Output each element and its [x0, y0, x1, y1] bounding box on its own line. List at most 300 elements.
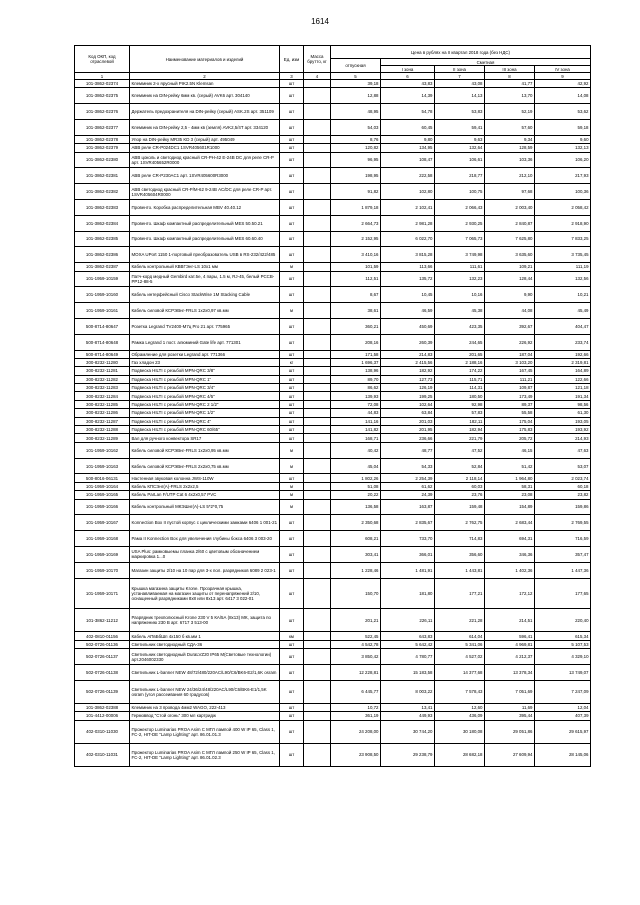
row-price-zone-2: 114,31: [435, 384, 485, 392]
table-row: [75, 442, 591, 458]
table-row: [75, 104, 591, 120]
row-name: АВВ светодиод красный CR-P/M-62 9-24В AC/DC для реле CR-P арт. 1SVR405604R0000: [130, 184, 280, 200]
row-unit: шт: [280, 367, 304, 375]
row-price-zone-4: 2 023,74: [535, 474, 591, 482]
row-price-zone-2: 7 578,43: [435, 680, 485, 703]
row-unit: шт: [280, 350, 304, 358]
row-price-zone-4: 407,39: [535, 712, 591, 720]
row-name: Обрамление для розетки Legrand арт. 771366: [130, 350, 280, 358]
row-code: 300-8232-11283: [75, 384, 130, 392]
header-zone-1: I зона: [381, 66, 435, 73]
row-code: 300-8232-11288: [75, 426, 130, 434]
row-code: 101-3862-02379: [75, 144, 130, 152]
table-row: [75, 152, 591, 168]
table-row: [75, 215, 591, 231]
row-mass: [304, 231, 331, 247]
row-unit: шт: [280, 80, 304, 88]
row-price-zone-3: 128,59: [485, 144, 535, 152]
row-price-zone-2: 106,61: [435, 152, 485, 168]
table-row: [75, 287, 591, 303]
header-mass: Масса брутто, кг: [304, 46, 331, 73]
row-price-zone-2: 14 377,68: [435, 664, 485, 680]
row-name: USA Plus: рамковыемы планка 2/60 с цветовым обозначением маркировка 1...0: [130, 546, 280, 562]
row-unit: шт: [280, 199, 304, 215]
row-price-zone-3: 46,15: [485, 442, 535, 458]
row-unit: шт: [280, 135, 304, 143]
row-mass: [304, 199, 331, 215]
row-price-zone-4: 357,47: [535, 546, 591, 562]
row-name: Клеммник на 3 провода 4мм2 WAGO, 222-413: [130, 703, 280, 711]
row-price-zone-2: 14,13: [435, 88, 485, 104]
table-row: [75, 199, 591, 215]
row-code: 101-1959-10168: [75, 531, 130, 547]
row-name: Прожектор Luminarias PROA Asim C МГЛ лампой 250 W IP 65, Class 1, FC-2, HIT-DE "Lamp Lighting" арт. 86.01.02.3: [130, 743, 280, 766]
row-price-zone-1: 222,58: [381, 168, 435, 184]
header-release: отпускная: [331, 59, 381, 73]
row-mass: [304, 640, 331, 648]
row-price-release: 198,95: [331, 168, 381, 184]
row-price-zone-3: 4 969,81: [485, 640, 535, 648]
table-row: [75, 375, 591, 383]
row-price-zone-2: 201,65: [435, 350, 485, 358]
row-price-zone-3: 51,42: [485, 458, 535, 474]
row-price-zone-1: 126,19: [381, 384, 435, 392]
row-price-zone-2: 221,79: [435, 434, 485, 442]
row-price-zone-2: 182,11: [435, 417, 485, 425]
row-price-release: 1 879,18: [331, 199, 381, 215]
table-body: [75, 80, 591, 767]
row-price-zone-3: 55,58: [485, 409, 535, 417]
row-code: 101-3862-02388: [75, 703, 130, 711]
row-code: 101-3862-02377: [75, 119, 130, 135]
row-price-zone-2: 2 762,75: [435, 515, 485, 531]
table-row: [75, 271, 591, 287]
row-name: Кабель АПвБбШп 4х150 б кв.мм 1: [130, 632, 280, 640]
table-row: [75, 546, 591, 562]
row-price-release: 38,61: [331, 303, 381, 319]
row-unit: шт: [280, 231, 304, 247]
row-unit: шт: [280, 743, 304, 766]
row-price-zone-1: 43,83: [381, 80, 435, 88]
row-code: 101-1959-10162: [75, 442, 130, 458]
row-mass: [304, 350, 331, 358]
row-price-zone-1: 643,83: [381, 632, 435, 640]
row-price-zone-2: 2 188,16: [435, 358, 485, 366]
row-mass: [304, 104, 331, 120]
row-price-zone-1: 2 102,41: [381, 199, 435, 215]
row-price-release: 136,58: [331, 499, 381, 515]
column-numbers-row: [75, 73, 591, 80]
row-name: Светильник L-banner NEW 48/72/480/220AC/L90/C6/BK6-E2/1,6K osram: [130, 664, 280, 680]
row-price-zone-2: 132,64: [435, 144, 485, 152]
row-price-zone-4: 193,05: [535, 417, 591, 425]
row-price-release: 54,03: [331, 119, 381, 135]
table-row: [75, 231, 591, 247]
row-price-release: 3 410,16: [331, 247, 381, 263]
row-code: 101-1959-10163: [75, 458, 130, 474]
row-mass: [304, 409, 331, 417]
row-mass: [304, 135, 331, 143]
row-mass: [304, 499, 331, 515]
row-mass: [304, 434, 331, 442]
row-price-zone-4: 615,34: [535, 632, 591, 640]
row-name: Подвеска HILTI с резьбой MPN-QRC 3/8": [130, 367, 280, 375]
row-name: Гермоввод "Стой огонь" 300 мл картридж: [130, 712, 280, 720]
row-price-release: 96,95: [331, 152, 381, 168]
row-name: Рама II Konnection Box для увеличения глубины бокса 6406 3 003-20: [130, 531, 280, 547]
table-row: [75, 720, 591, 743]
row-price-zone-3: 23,08: [485, 491, 535, 499]
table-row: [75, 318, 591, 334]
row-price-zone-1: 48,77: [381, 442, 435, 458]
row-price-zone-4: 233,74: [535, 334, 591, 350]
row-price-zone-1: 46,59: [381, 303, 435, 319]
row-price-zone-3: 57,60: [485, 119, 535, 135]
row-price-zone-2: 45,38: [435, 303, 485, 319]
row-price-zone-2: 30 180,08: [435, 720, 485, 743]
colnum: 2: [130, 73, 280, 80]
row-unit: кг: [280, 358, 304, 366]
row-name: Подвеска HILTI с резьбой MPN-QRC 1/2": [130, 409, 280, 417]
row-price-zone-1: 182,92: [381, 367, 435, 375]
row-price-zone-2: 4 527,02: [435, 649, 485, 665]
row-price-release: 2 350,68: [331, 515, 381, 531]
row-price-zone-1: 1 481,91: [381, 562, 435, 578]
table-row: [75, 743, 591, 766]
row-price-zone-3: 7 051,69: [485, 680, 535, 703]
row-mass: [304, 358, 331, 366]
row-price-zone-1: 226,11: [381, 609, 435, 632]
row-price-zone-3: 214,51: [485, 609, 535, 632]
row-price-zone-1: 3 815,28: [381, 247, 435, 263]
row-price-zone-1: 450,69: [381, 318, 435, 334]
table-row: [75, 350, 591, 358]
row-price-release: 139,93: [331, 392, 381, 400]
row-price-release: 1 696,37: [331, 358, 381, 366]
row-unit: шт: [280, 375, 304, 383]
row-mass: [304, 680, 331, 703]
row-name: Кабель интерфейсный Cisco StackWise 1M Stacking Cable: [130, 287, 280, 303]
row-mass: [304, 458, 331, 474]
row-name: Подвеска HILTI с резьбой MPN-QRC 2 1/2": [130, 400, 280, 408]
row-price-zone-3: 2 683,44: [485, 515, 535, 531]
row-price-release: 39,18: [331, 80, 381, 88]
row-mass: [304, 144, 331, 152]
row-price-zone-2: 92,98: [435, 400, 485, 408]
row-price-zone-2: 12,60: [435, 703, 485, 711]
row-unit: шт: [280, 168, 304, 184]
row-code: 300-8232-11282: [75, 375, 130, 383]
row-price-zone-1: 2 415,56: [381, 358, 435, 366]
row-code: 502-0726-01136: [75, 640, 130, 648]
row-price-zone-2: 23,76: [435, 491, 485, 499]
table-row: [75, 88, 591, 104]
row-mass: [304, 515, 331, 531]
row-price-release: 86,62: [331, 384, 381, 392]
row-price-zone-1: 5 642,42: [381, 640, 435, 648]
row-price-release: 45,04: [331, 458, 381, 474]
row-name: Кабель ParLan F/UTP Cat 6 4х2х0,57 PVC: [130, 491, 280, 499]
table-row: [75, 417, 591, 425]
row-price-zone-3: 4 212,37: [485, 649, 535, 665]
table-row: [75, 358, 591, 366]
row-price-release: 141,16: [331, 417, 381, 425]
row-price-release: 3 850,42: [331, 649, 381, 665]
row-price-zone-3: 173,49: [485, 392, 535, 400]
row-price-zone-2: 132,23: [435, 271, 485, 287]
row-name: Кабель контрольный МКЭШнг(А)-LS 5*2*0,75: [130, 499, 280, 515]
row-price-zone-1: 54,78: [381, 104, 435, 120]
row-unit: шт: [280, 104, 304, 120]
row-code: 101-3862-02381: [75, 168, 130, 184]
table-row: [75, 80, 591, 88]
row-price-release: 10,72: [331, 703, 381, 711]
row-price-zone-1: 2 835,67: [381, 515, 435, 531]
row-price-zone-4: 45,49: [535, 303, 591, 319]
row-price-zone-4: 53,07: [535, 458, 591, 474]
row-price-zone-4: 220,40: [535, 609, 591, 632]
row-unit: м: [280, 442, 304, 458]
row-unit: шт: [280, 144, 304, 152]
row-price-release: 522,45: [331, 632, 381, 640]
row-mass: [304, 632, 331, 640]
row-price-zone-1: 2 981,28: [381, 215, 435, 231]
row-code: 101-3862-02383: [75, 199, 130, 215]
row-code: 500-8714-80649: [75, 350, 130, 358]
row-unit: шт: [280, 515, 304, 531]
row-price-zone-3: 187,04: [485, 350, 535, 358]
row-price-zone-1: 102,80: [381, 184, 435, 200]
row-price-zone-1: 2 254,39: [381, 474, 435, 482]
row-mass: [304, 491, 331, 499]
row-price-zone-1: 163,87: [381, 499, 435, 515]
row-price-zone-1: 127,73: [381, 375, 435, 383]
row-price-zone-3: 346,36: [485, 546, 535, 562]
row-code: 500-8016-06131: [75, 474, 130, 482]
colnum: 8: [485, 73, 535, 80]
row-price-zone-1: 733,70: [381, 531, 435, 547]
row-price-zone-3: 392,67: [485, 318, 535, 334]
row-mass: [304, 426, 331, 434]
header-estimate: Сметная: [381, 59, 591, 66]
row-name: Разрядник трехполюсный Krone 230 V 5 КА/5А (8х13) МК, защита по напряжению 230 В арт. 6717 3 513-00: [130, 609, 280, 632]
row-price-zone-4: 5 107,53: [535, 640, 591, 648]
row-price-release: 168,71: [331, 434, 381, 442]
row-price-zone-3: 175,04: [485, 417, 535, 425]
row-mass: [304, 80, 331, 88]
table-row: [75, 609, 591, 632]
row-price-zone-4: 2 918,90: [535, 215, 591, 231]
row-price-zone-2: 714,83: [435, 531, 485, 547]
row-price-zone-2: 52,84: [435, 458, 485, 474]
row-mass: [304, 442, 331, 458]
colnum: 9: [535, 73, 591, 80]
row-price-release: 150,70: [331, 578, 381, 609]
row-code: 101-3862-02387: [75, 263, 130, 271]
row-price-zone-2: 244,65: [435, 334, 485, 350]
row-mass: [304, 474, 331, 482]
row-name: Рамка Legrand 1 пост. алюминий Gate life арт. 771301: [130, 334, 280, 350]
row-price-release: 91,82: [331, 184, 381, 200]
row-code: 101-3862-02376: [75, 104, 130, 120]
row-price-zone-3: 111,21: [485, 375, 535, 383]
row-price-zone-4: 132,13: [535, 144, 591, 152]
row-unit: шт: [280, 578, 304, 609]
header-zone-2: II зона: [435, 66, 485, 73]
row-price-release: 208,16: [331, 334, 381, 350]
row-price-release: 44,83: [331, 409, 381, 417]
row-unit: шт: [280, 184, 304, 200]
row-price-zone-4: 214,93: [535, 434, 591, 442]
row-price-zone-4: 12,04: [535, 703, 591, 711]
row-price-zone-4: 7 833,25: [535, 231, 591, 247]
row-price-release: 120,82: [331, 144, 381, 152]
row-price-zone-4: 53,62: [535, 104, 591, 120]
row-price-zone-1: 449,93: [381, 712, 435, 720]
row-name: Подвеска HILTI с резьбой MPN-QRC 4": [130, 417, 280, 425]
row-price-release: 12 228,81: [331, 664, 381, 680]
row-mass: [304, 367, 331, 375]
row-price-zone-2: 159,48: [435, 499, 485, 515]
table-row: [75, 474, 591, 482]
row-mass: [304, 482, 331, 490]
row-unit: шт: [280, 88, 304, 104]
row-price-zone-1: 30 744,20: [381, 720, 435, 743]
row-mass: [304, 184, 331, 200]
row-price-zone-3: 154,89: [485, 499, 535, 515]
row-price-zone-1: 9,80: [381, 135, 435, 143]
row-price-zone-1: 201,95: [381, 426, 435, 434]
row-mass: [304, 215, 331, 231]
row-price-release: 1 228,46: [331, 562, 381, 578]
row-price-zone-1: 260,39: [381, 334, 435, 350]
row-code: 101-1959-10159: [75, 271, 130, 287]
row-code: 101-3862-02380: [75, 152, 130, 168]
row-price-zone-4: 121,18: [535, 384, 591, 392]
row-price-zone-2: 2 930,25: [435, 215, 485, 231]
row-code: 101-1959-10171: [75, 578, 130, 609]
row-mass: [304, 119, 331, 135]
row-price-zone-3: 395,44: [485, 712, 535, 720]
row-name: Konnection Box II пустой корпус с циклическими замками 6406 1 001-21: [130, 515, 280, 531]
row-price-zone-4: 191,34: [535, 392, 591, 400]
row-unit: шт: [280, 287, 304, 303]
row-price-zone-4: 193,92: [535, 426, 591, 434]
row-price-zone-2: 57,83: [435, 409, 485, 417]
row-price-zone-4: 98,56: [535, 400, 591, 408]
row-unit: км: [280, 632, 304, 640]
row-price-release: 40,42: [331, 442, 381, 458]
row-price-zone-2: 47,52: [435, 442, 485, 458]
row-price-zone-1: 113,66: [381, 263, 435, 271]
row-price-zone-4: 122,66: [535, 375, 591, 383]
row-price-zone-2: 218,77: [435, 168, 485, 184]
row-price-zone-2: 3 749,98: [435, 247, 485, 263]
row-mass: [304, 88, 331, 104]
row-name: АВВ цоколь и светодиод красный CR-PH-42 Е-24В DC для реле CR-P арт. 1SVR405652R0000: [130, 152, 280, 168]
table-row: [75, 499, 591, 515]
row-price-zone-2: 28 682,18: [435, 743, 485, 766]
row-price-release: 141,82: [331, 426, 381, 434]
row-price-zone-1: 6 022,70: [381, 231, 435, 247]
row-name: Упор на DIN-рейку MR35 KD 3 (серый) арт. 495049: [130, 135, 280, 143]
table-row: [75, 703, 591, 711]
row-price-zone-1: 102,64: [381, 400, 435, 408]
row-mass: [304, 384, 331, 392]
row-code: 101-1959-10170: [75, 562, 130, 578]
table-row: [75, 392, 591, 400]
table-row: [75, 491, 591, 499]
row-unit: шт: [280, 426, 304, 434]
row-price-release: 360,21: [331, 318, 381, 334]
table-row: [75, 184, 591, 200]
row-unit: шт: [280, 247, 304, 263]
table-row: [75, 640, 591, 648]
row-name: Светильник светодиодный СДА-36: [130, 640, 280, 648]
row-price-zone-4: 9,60: [535, 135, 591, 143]
row-name: Провенто. Коробка распределительная MBV 40.40.12: [130, 199, 280, 215]
table-row: [75, 458, 591, 474]
row-price-zone-2: 2 066,43: [435, 199, 485, 215]
row-price-zone-4: 2 058,42: [535, 199, 591, 215]
row-code: 101-1959-10164: [75, 482, 130, 490]
row-mass: [304, 546, 331, 562]
row-code: 101-1959-10167: [75, 515, 130, 531]
row-mass: [304, 375, 331, 383]
row-price-zone-2: 60,03: [435, 482, 485, 490]
row-price-release: 23 908,50: [331, 743, 381, 766]
row-price-release: 171,58: [331, 350, 381, 358]
row-price-zone-1: 214,83: [381, 350, 435, 358]
row-mass: [304, 712, 331, 720]
row-code: 101-1959-10160: [75, 287, 130, 303]
row-unit: шт: [280, 384, 304, 392]
row-mass: [304, 318, 331, 334]
row-name: АВВ реле CR-P024DC1 1SVR405601R1000: [130, 144, 280, 152]
table-row: [75, 515, 591, 531]
row-price-zone-3: 97,68: [485, 184, 535, 200]
row-price-zone-2: 9,63: [435, 135, 485, 143]
row-price-release: 2 152,95: [331, 231, 381, 247]
row-price-zone-3: 9,34: [485, 135, 535, 143]
row-price-zone-3: 89,37: [485, 400, 535, 408]
row-price-zone-4: 29 615,97: [535, 720, 591, 743]
row-code: 300-8232-11286: [75, 409, 130, 417]
row-price-release: 303,41: [331, 546, 381, 562]
row-price-zone-1: 135,72: [381, 271, 435, 287]
row-price-zone-1: 61,62: [381, 482, 435, 490]
row-mass: [304, 649, 331, 665]
row-price-zone-2: 1 443,81: [435, 562, 485, 578]
row-price-zone-4: 4 329,10: [535, 649, 591, 665]
row-price-zone-3: 27 609,94: [485, 743, 535, 766]
row-price-zone-4: 217,93: [535, 168, 591, 184]
row-price-zone-4: 106,20: [535, 152, 591, 168]
row-price-zone-2: 182,94: [435, 426, 485, 434]
row-price-release: 201,21: [331, 609, 381, 632]
row-name: Прожектор Luminarias PROA Asim C МГЛ лампой 400 W IP 65, Class 1, FC-2, HIT-DE "Lamp Lighting" арт. 86.01.01.3: [130, 720, 280, 743]
row-price-release: 48,95: [331, 104, 381, 120]
header-zone-4: IV зона: [535, 66, 591, 73]
row-price-zone-1: 8 003,22: [381, 680, 435, 703]
table-row: [75, 247, 591, 263]
header-unit: Ед. изм: [280, 46, 304, 73]
row-unit: шт: [280, 609, 304, 632]
row-name: Вал для ручного конвектора SR17: [130, 434, 280, 442]
row-price-zone-4: 1 447,36: [535, 562, 591, 578]
row-price-zone-3: 167,45: [485, 367, 535, 375]
table-row: [75, 263, 591, 271]
